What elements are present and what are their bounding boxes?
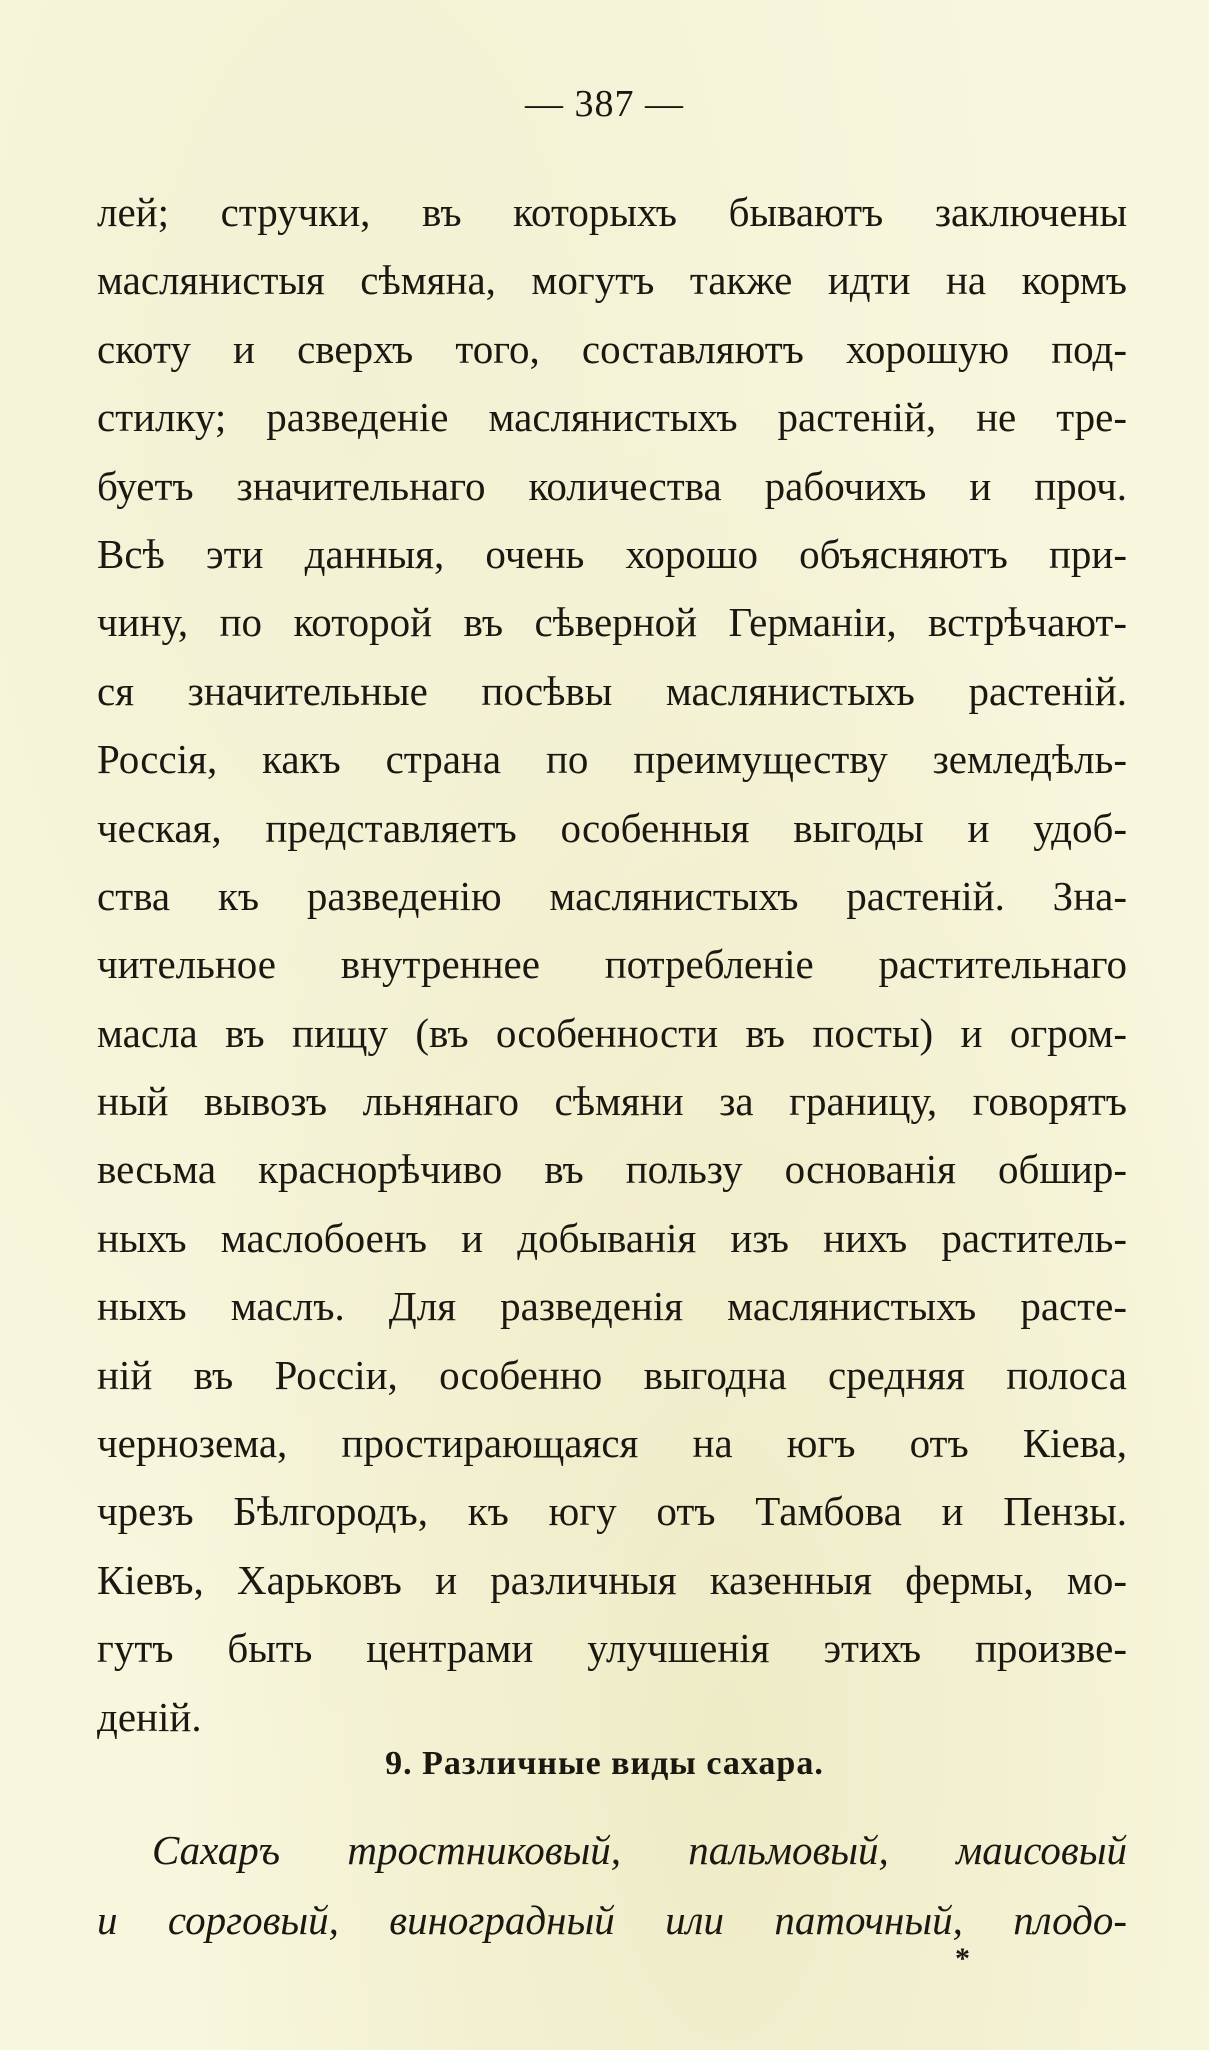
text-line: буетъ значительнаго количества рабочихъ и проч.: [97, 462, 1127, 509]
text-line: деній.: [97, 1693, 202, 1740]
text-line: скоту и сверхъ того, составляютъ хорошую под-: [97, 325, 1127, 372]
text-line: ческая, представляетъ особенныя выгоды и удоб-: [97, 804, 1127, 851]
text-line: лей; стручки, въ которыхъ бываютъ заключены: [97, 189, 1127, 235]
text-line: ній въ Россіи, особенно выгодна средняя полоса: [97, 1351, 1127, 1398]
text-line: масла въ пищу (въ особенности въ посты) и огром-: [97, 1009, 1127, 1056]
text-line: Кіевъ, Харьковъ и различныя казенныя фермы, мо-: [97, 1556, 1127, 1603]
text-line: чернозема, простирающаяся на югъ отъ Кіева,: [97, 1420, 1127, 1467]
text-line: Всѣ эти данныя, очень хорошо объясняютъ при-: [97, 530, 1127, 577]
text-line: ныхъ маслъ. Для разведенія маслянистыхъ расте-: [97, 1283, 1127, 1330]
text-line: ныхъ маслобоенъ и добыванія изъ нихъ раститель-: [97, 1214, 1127, 1261]
text-line: гутъ быть центрами улучшенія этихъ произве-: [97, 1625, 1127, 1672]
italic-line: Сахаръ тростниковый, пальмовый, маисовый: [152, 1827, 1127, 1873]
italic-paragraph: [97, 1815, 1127, 1955]
text-line: чрезъ Бѣлгородъ, къ югу отъ Тамбова и Пензы.: [97, 1488, 1127, 1535]
text-line: ся значительные посѣвы маслянистыхъ растеній.: [97, 667, 1127, 714]
text-line: чину, по которой въ сѣверной Германіи, встрѣчают-: [97, 599, 1127, 646]
page-number: — 387 —: [525, 83, 684, 125]
text-line: маслянистыя сѣмяна, могутъ также идти на кормъ: [97, 257, 1127, 304]
text-line: стилку; разведеніе маслянистыхъ растеній, не тре-: [97, 394, 1127, 441]
text-line: чительное внутреннее потребленіе растительнаго: [97, 941, 1127, 988]
text-line: Россія, какъ страна по преимуществу земледѣль-: [97, 736, 1127, 783]
text-line: ства къ разведенію маслянистыхъ растеній. Зна-: [97, 872, 1127, 919]
body-text: [97, 178, 1127, 1751]
italic-line: и сорговый, виноградный или паточный, плодо-: [97, 1897, 1127, 1943]
text-line: весьма краснорѣчиво въ пользу основанія обшир-: [97, 1146, 1127, 1193]
section-heading: 9. Различные виды сахара.: [385, 1745, 824, 1782]
text-line: ный вывозъ льнянаго сѣмяни за границу, говорятъ: [97, 1078, 1127, 1125]
signature-mark: *: [955, 1942, 970, 1975]
